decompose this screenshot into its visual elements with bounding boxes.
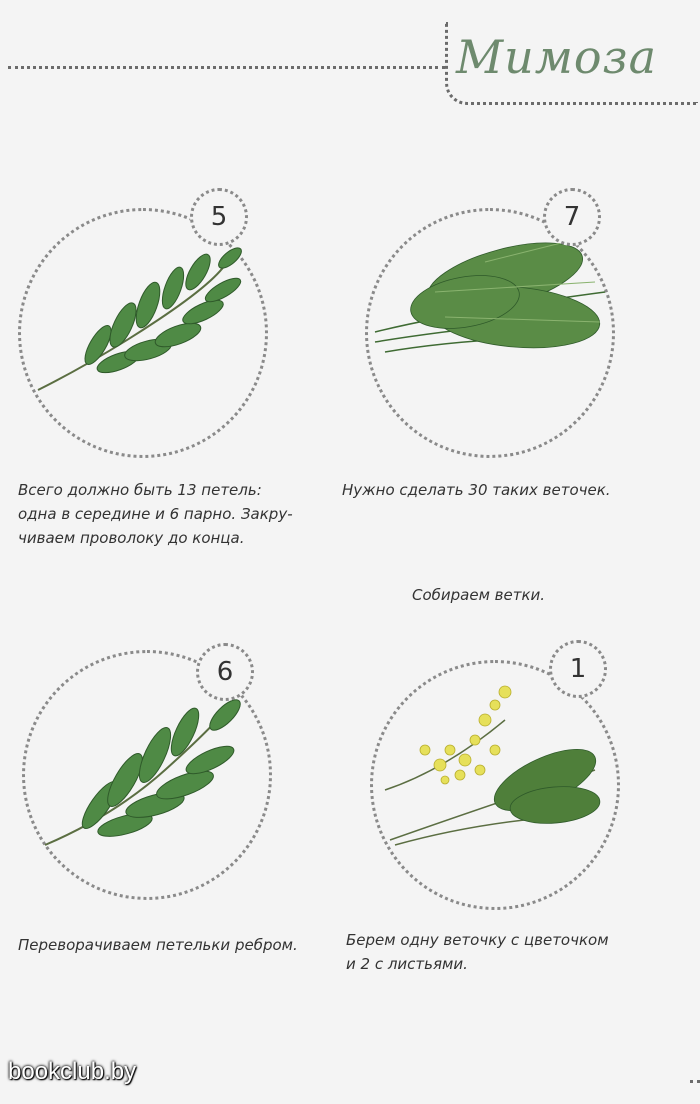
step-5-branch-image: [38, 250, 248, 400]
step-5-number: 5: [210, 202, 228, 232]
caption-line: Берем одну веточку с цветочком: [346, 931, 609, 949]
caption-line: одна в середине и 6 парно. Закру-: [18, 505, 293, 523]
section-label: Собираем ветки.: [412, 586, 546, 604]
caption-line: чиваем проволоку до конца.: [18, 529, 245, 547]
step-1-number: 1: [569, 654, 587, 684]
caption-line: Всего должно быть 13 петель:: [18, 481, 262, 499]
step-6-number-badge: [196, 643, 254, 701]
caption-line: и 2 с листьями.: [346, 955, 468, 973]
step-6-branch-image: [45, 700, 245, 850]
step-5-caption: [18, 478, 318, 550]
step-6-number: 6: [216, 657, 234, 687]
step-1-caption: [346, 928, 686, 976]
page-title: Мимоза: [456, 30, 658, 84]
step-7-caption: [342, 478, 682, 502]
step-7-number-badge: [543, 188, 601, 246]
watermark: bookclub.by: [8, 1058, 137, 1085]
caption-line: Переворачиваем петельки ребром.: [18, 936, 298, 954]
step-6-caption: [18, 933, 338, 957]
step-1-number-badge: [549, 640, 607, 698]
header-dotted-line: [8, 66, 445, 69]
step-7-branches-image: [375, 222, 615, 382]
step-1-assembly-image: [385, 680, 615, 850]
step-7-number: 7: [563, 202, 581, 232]
caption-line: Нужно сделать 30 таких веточек.: [342, 481, 611, 499]
step-5-number-badge: [190, 188, 248, 246]
footer-dotted-line: [690, 1080, 700, 1083]
